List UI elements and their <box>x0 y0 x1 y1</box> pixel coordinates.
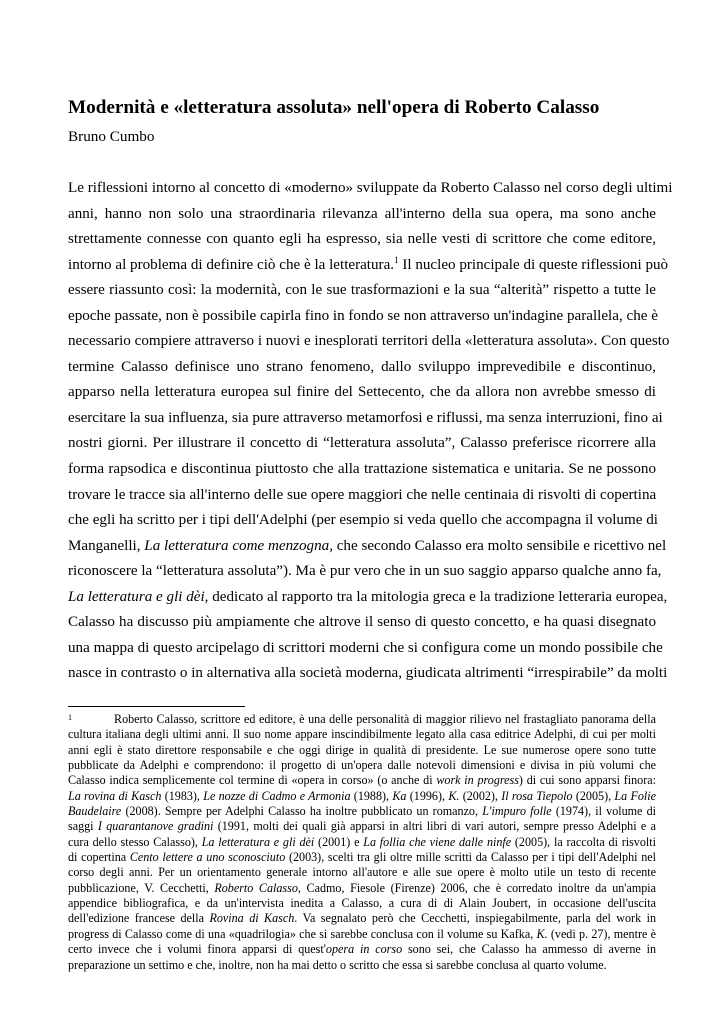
footnote-separator <box>68 706 245 707</box>
text-run: Il nucleo principale di queste riflessioni può <box>398 256 669 273</box>
text-run: nostri giorni. Per illustrare il concetto di “letteratura assoluta”, Calasso preferisce ricorrere alla <box>68 435 656 452</box>
text-run: (1996), <box>406 788 449 803</box>
text-run: anni egli è stato direttore responsabile e che oggi dirige in qualità di presidente. Le sue numerose opere sono tutte <box>68 742 656 757</box>
italic-title: Rovina di Kasch <box>209 911 295 926</box>
text-run: di copertina <box>68 850 130 865</box>
body-line <box>68 227 656 253</box>
text-run: appendice bibliografica, e da un'intervista inedita a Calasso, a cura di di Alain Joubert, in occasione dell'uscita <box>68 896 656 911</box>
text-run: (1991, molti dei quali già apparsi in altri libri di vari autori, sempre presso Adelphi e a <box>213 819 656 834</box>
body-line <box>68 278 656 304</box>
footnote-line <box>68 865 656 880</box>
footnote-line <box>68 712 656 727</box>
footnote-line <box>68 958 656 973</box>
text-run: (2003), scelti tra gli oltre mille scritti da Calasso per i tipi dell'Adelphi nel <box>285 850 656 865</box>
text-run: cultura italiana degli ultimi anni. Il suo nome appare inscindibilmente legato alla casa editrice Adelphi, di cui per molti <box>68 727 656 742</box>
italic-title: La letteratura e gli dèi <box>68 588 205 605</box>
text-run: intorno al problema di definire ciò che è la letteratura. <box>68 256 395 273</box>
text-run: , che secondo Calasso era molto sensibile e ricettivo nel <box>329 537 667 554</box>
footnote-line <box>68 789 656 804</box>
text-run: dell'edizione francese della <box>68 911 210 926</box>
italic-title: Roberto Calasso <box>214 880 298 895</box>
text-run: , dedicato al rapporto tra la mitologia greca e la tradizione letteraria europea, <box>204 588 668 605</box>
body-line <box>68 406 663 432</box>
text-run: apparso nella letteratura europea sul finire del Settecento, che da allora non avrebbe smesso di <box>68 384 656 401</box>
text-run: necessario compiere attraverso i nuovi e inesplorati territori della «letteratura assoluta». Con questo <box>68 333 670 350</box>
italic-title: La letteratura e gli dèi <box>201 834 315 849</box>
text-run: Calasso indica semplicemente col termine di «opera in corso» (o anche di <box>68 773 437 788</box>
text-run: saggi <box>68 819 98 834</box>
footnote-line <box>68 819 656 834</box>
italic-title: Il rosa Tiepolo <box>501 788 573 803</box>
author-name: Bruno Cumbo <box>68 128 155 145</box>
text-run: (1974), il volume di <box>551 804 656 819</box>
text-run: (vedi p. 27), mentre è <box>547 926 656 941</box>
italic-title: Cento lettere a uno sconosciuto <box>129 850 286 865</box>
footnote-line <box>68 927 656 942</box>
footnote-line <box>68 896 656 911</box>
italic-title: opera in corso <box>325 942 403 957</box>
italic-title: La follia che viene dalle ninfe <box>363 834 512 849</box>
text-run: , Cadmo, Fiesole (Firenze) 2006, che è corredato inoltre da un'ampia <box>297 880 657 895</box>
italic-title: Ka <box>392 788 407 803</box>
footnote <box>68 712 656 973</box>
text-run: nasce in contrasto o in alternativa alla società moderna, giudicata altrimenti “irrespirabile” da molti <box>68 665 668 682</box>
body-line <box>68 355 656 381</box>
italic-title: I quarantanove gradini <box>97 819 214 834</box>
text-run: pubblicate da Adelphi e comprendono: il progetto di un'opera dalle notevoli dimensioni e divisa in più volumi che <box>68 758 656 773</box>
italic-title: La rovina di Kasch <box>68 788 162 803</box>
body-paragraph <box>68 176 673 687</box>
italic-title: Le nozze di Cadmo e Armonia <box>203 788 351 803</box>
text-run: Le riflessioni intorno al concetto di «moderno» sviluppate da Roberto Calasso nel corso degli ultimi <box>68 180 673 196</box>
footnote-line <box>68 743 656 758</box>
italic-title: L'impuro folle <box>482 804 552 819</box>
body-line <box>68 559 662 585</box>
body-line <box>68 380 656 406</box>
footnote-line <box>68 881 656 896</box>
text-run: epoche passate, non è possibile capirla fino in fondo se non attraverso un'indagine parallela, che è <box>68 307 658 324</box>
text-run: (2008). Sempre per Adelphi Calasso ha inoltre pubblicato un romanzo, <box>121 804 483 819</box>
text-run: strettamente connesse con quanto egli ha espresso, sia nelle vesti di scrittore che come editore, <box>68 231 656 248</box>
text-run: riconoscere la “letteratura assoluta”). Ma è pur vero che in un suo saggio apparso qualche anno fa, <box>68 563 662 580</box>
body-line <box>68 636 663 662</box>
text-run: Roberto Calasso, scrittore ed editore, è una delle personalità di maggior rilievo nel frastagliato panorama della <box>114 712 656 726</box>
text-run: ) di cui sono apparsi finora: <box>518 773 656 788</box>
footnote-line <box>68 850 656 865</box>
text-run: essere riassunto così: la modernità, con le sue trasformazioni e la sua “alterità” rispetto a tutte le <box>68 282 656 299</box>
footnote-line <box>68 942 656 957</box>
text-run: trovare le tracce sia all'interno delle sue opere maggiori che nelle centinaia di risvolti di copertina <box>68 486 657 503</box>
italic-title: La Folie <box>614 788 656 803</box>
text-run: preparazione un settimo e che, inoltre, non ha mai detto o scritto che essa si sarebbe conclusa al quarto volume. <box>68 957 607 972</box>
italic-title: K. <box>536 926 548 941</box>
footnote-line <box>68 773 656 788</box>
text-run: pubblicazione, V. Cecchetti, <box>68 880 215 895</box>
body-line <box>68 457 656 483</box>
text-run: Manganelli, <box>68 537 145 554</box>
footnote-marker: 1 <box>68 713 72 722</box>
body-line <box>68 585 668 611</box>
body-line <box>68 431 656 457</box>
text-run: sono sei, che Calasso ha ammesso di averne in <box>402 942 656 957</box>
italic-title: Baudelaire <box>68 804 122 819</box>
body-line <box>68 329 670 355</box>
body-line <box>68 304 656 330</box>
italic-title: work in progress <box>436 773 519 788</box>
body-line <box>68 661 668 687</box>
text-run: (2001) e <box>314 834 364 849</box>
footnote-reference: 1 <box>394 254 399 265</box>
italic-title: La letteratura come menzogna <box>144 537 330 554</box>
text-run: certo invece che i volumi finora apparsi di quest' <box>68 942 326 957</box>
body-line <box>68 508 656 534</box>
body-line <box>68 202 656 228</box>
text-run: (2005), <box>572 788 615 803</box>
document-title: Modernità e «letteratura assoluta» nell'opera di Roberto Calasso <box>68 97 600 118</box>
body-line <box>68 253 669 279</box>
text-run: cura dello stesso Calasso), <box>68 834 202 849</box>
text-run: Calasso ha discusso più ampiamente che altrove il senso di questo concetto, e ha quasi disegnato <box>68 614 656 631</box>
text-run: progress di Calasso come di una «quadrilogia» che si sarebbe conclusa con il volume su Kafka, <box>68 926 537 941</box>
text-run: (1988), <box>350 788 393 803</box>
footnote-line <box>68 835 656 850</box>
footnote-line <box>68 758 656 773</box>
text-run: termine Calasso definisce uno strano fenomeno, dallo sviluppo imprevedibile e discontinuo, <box>68 358 656 375</box>
footnote-line <box>68 727 656 742</box>
text-run: (2002), <box>459 788 502 803</box>
text-run: . Va segnalato però che Cecchetti, inspiegabilmente, parla del work in <box>294 911 656 926</box>
text-run: (2005), la raccolta di risvolti <box>511 834 656 849</box>
text-run: che egli ha scritto per i tipi dell'Adelphi (per esempio si veda quello che accompagna il volume di <box>68 512 658 529</box>
body-line <box>68 176 673 202</box>
text-run: (1983), <box>161 788 204 803</box>
text-run: corso degli anni. Per un orientamento generale intorno all'autore e alle sue opere è molto utile un testo di recente <box>68 865 656 880</box>
text-run: una mappa di questo arcipelago di scrittori moderni che si configura come un mondo possibile che <box>68 639 663 656</box>
footnote-line <box>68 804 656 819</box>
body-line <box>68 610 656 636</box>
body-line <box>68 483 656 509</box>
text-run: esercitare la sua influenza, sia pure attraverso metamorfosi e riflussi, ma senza interruzioni, fino ai <box>68 409 663 426</box>
text-run: anni, hanno non solo una straordinaria rilevanza all'interno della sua opera, ma sono anche <box>68 205 656 222</box>
body-line <box>68 534 667 560</box>
text-run: forma rapsodica e discontinua piuttosto che alla trattazione sistematica e unitaria. Se ne possono <box>68 461 656 478</box>
footnote-line <box>68 911 656 926</box>
italic-title: K. <box>448 788 460 803</box>
